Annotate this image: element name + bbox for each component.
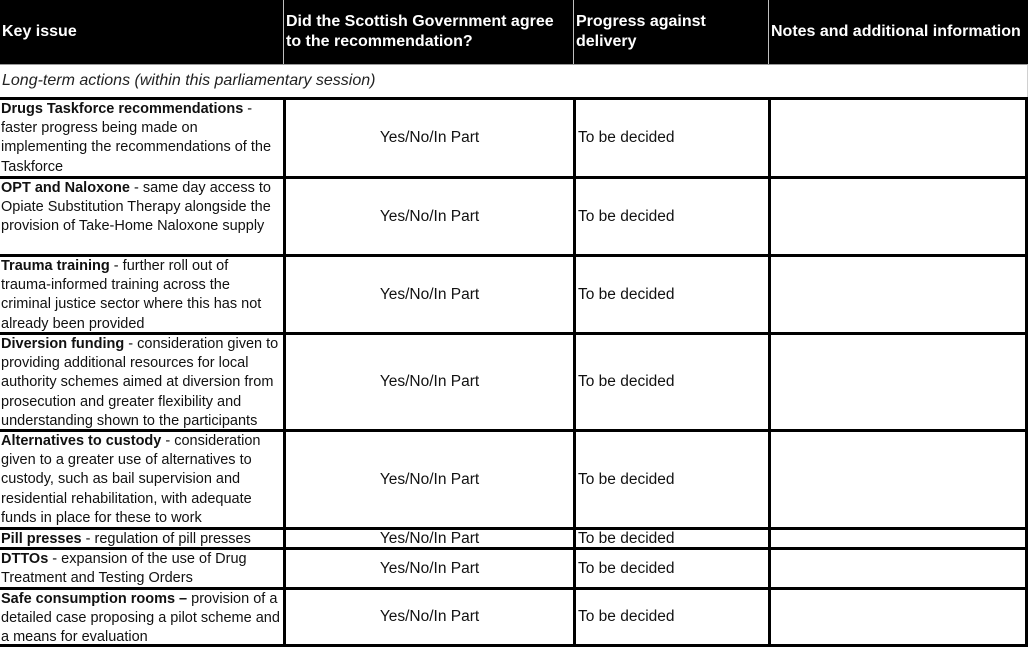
progress-value: To be decided [578,529,675,547]
key-issue-separator: - [124,336,138,352]
notes-cell[interactable] [768,257,1028,332]
notes-cell[interactable] [768,432,1028,527]
key-issue-separator: - [81,531,95,547]
table-row [0,176,1028,254]
progress-cell[interactable] [573,550,768,587]
key-issue-title: Diversion funding [1,336,125,352]
section-row [0,64,1028,97]
progress-value: To be decided [578,470,675,488]
key-issue-cell [0,590,283,644]
notes-cell[interactable] [768,530,1028,547]
key-issue-description: consideration given to a greater use of alternatives to custody, such as bail supervision and residential rehabilitation, with adequate funds in place for these to work [1,433,261,526]
key-issue-cell [0,179,283,254]
agreed-value: Yes/No/In Part [379,373,480,391]
header-key-issue [0,0,283,64]
agreed-cell[interactable] [283,432,573,527]
key-issue-separator: - [161,433,175,449]
notes-cell[interactable] [768,179,1028,254]
agreed-cell[interactable] [283,335,573,429]
progress-value: To be decided [578,129,675,147]
agreed-value: Yes/No/In Part [379,608,480,626]
agreed-cell[interactable] [283,590,573,644]
notes-cell[interactable] [768,590,1028,644]
notes-cell[interactable] [768,550,1028,587]
progress-cell[interactable] [573,335,768,429]
key-issue-title: Trauma training [1,258,110,274]
key-issue-separator: - [243,101,253,117]
progress-value: To be decided [578,559,675,577]
progress-cell[interactable] [573,530,768,547]
key-issue-description: expansion of the use of Drug Treatment and Testing Orders [1,551,247,587]
key-issue-description: same day access to Opiate Substitution Therapy alongside the provision of Take-Home Naloxone supply [1,180,271,235]
agreed-cell[interactable] [283,550,573,587]
key-issue-title: Pill presses [1,531,82,547]
key-issue-separator: - [109,258,123,274]
key-issue-description: faster progress being made on implementing the recommendations of the Taskforce [1,120,272,175]
key-issue-cell [0,432,283,527]
progress-value: To be decided [578,285,675,303]
agreed-value: Yes/No/In Part [379,129,480,147]
key-issue-cell [0,335,283,429]
key-issue-description: provision of a detailed case proposing a pilot scheme and a means for evaluation [1,591,280,644]
header-agreed [283,0,573,64]
progress-cell[interactable] [573,590,768,644]
key-issue-cell [0,257,283,332]
progress-value: To be decided [578,608,675,626]
progress-cell[interactable] [573,179,768,254]
agreed-value: Yes/No/In Part [379,207,480,225]
agreed-value: Yes/No/In Part [379,529,480,547]
agreed-value: Yes/No/In Part [379,285,480,303]
table-row [0,587,1028,644]
table-row [0,547,1028,587]
table-row [0,527,1028,547]
key-issue-cell [0,550,283,587]
notes-cell[interactable] [768,335,1028,429]
progress-cell[interactable] [573,257,768,332]
key-issue-title: OPT and Naloxone [1,180,130,196]
progress-cell[interactable] [573,100,768,176]
table-row [0,429,1028,527]
table-row [0,332,1028,429]
table-row [0,97,1028,176]
agreed-cell[interactable] [283,100,573,176]
agreed-cell[interactable] [283,179,573,254]
table-bottom-border [0,644,1028,647]
header-progress [573,0,768,64]
key-issue-cell [0,530,283,547]
header-notes [768,0,1028,64]
notes-cell[interactable] [768,100,1028,176]
header-progress-label: Progress against delivery [576,13,706,50]
key-issue-title: Drugs Taskforce recommendations [1,101,244,117]
key-issue-separator: - [48,551,62,567]
header-key-issue-label: Key issue [2,23,77,40]
key-issue-description: regulation of pill presses [94,531,251,547]
header-notes-label: Notes and additional information [771,23,1021,40]
agreed-cell[interactable] [283,530,573,547]
key-issue-cell [0,100,283,176]
key-issue-separator: - [129,180,143,196]
key-issue-description: consideration given to providing additional resources for local authority schemes aimed at diversion from prosecution and greater flexibility and understanding shown to the participants [1,336,279,429]
header-agreed-label: Did the Scottish Government agree to the recommendation? [286,13,554,50]
agreed-value: Yes/No/In Part [379,559,480,577]
key-issue-title: Safe consumption rooms – [1,591,188,607]
progress-value: To be decided [578,373,675,391]
key-issue-title: Alternatives to custody [1,433,162,449]
table-row [0,254,1028,332]
section-label: Long-term actions (within this parliamentary session) [2,72,376,89]
progress-cell[interactable] [573,432,768,527]
agreed-value: Yes/No/In Part [379,470,480,488]
key-issue-description: further roll out of trauma-informed training across the criminal justice sector where this has not already been provided [1,258,262,332]
key-issue-title: DTTOs [1,551,49,567]
progress-value: To be decided [578,207,675,225]
agreed-cell[interactable] [283,257,573,332]
